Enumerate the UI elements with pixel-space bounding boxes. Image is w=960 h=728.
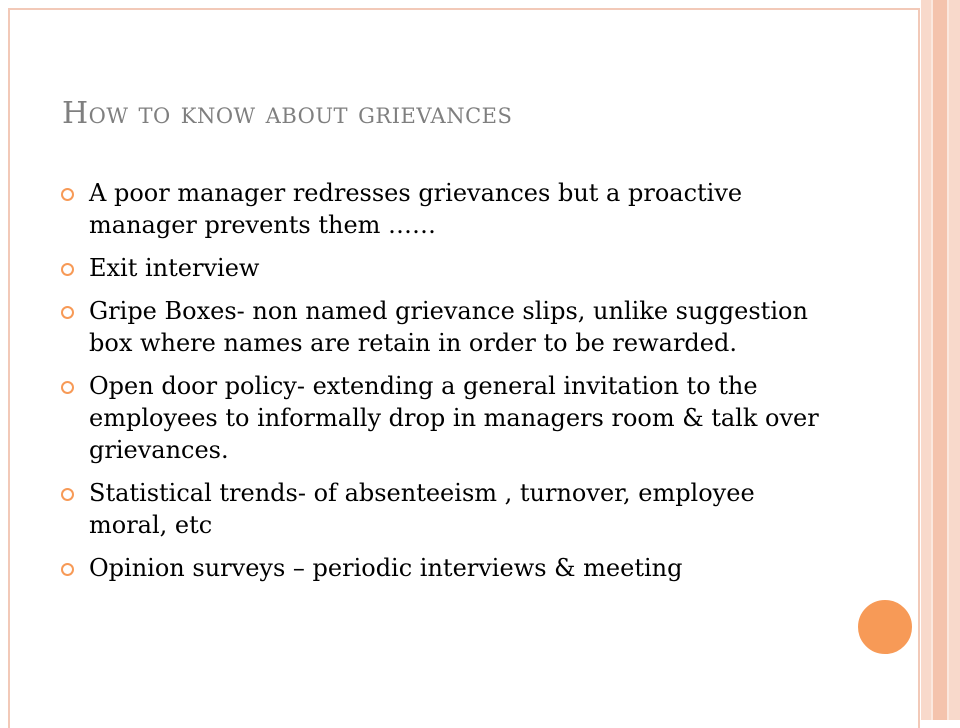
ring-bullet-icon: [61, 488, 74, 501]
ring-bullet-icon: [61, 306, 74, 319]
ring-bullet-icon: [61, 381, 74, 394]
bullet-item: [60, 252, 820, 284]
bullet-text: Statistical trends- of absenteeism , turnover, employee moral, etc: [89, 479, 755, 539]
ring-bullet-icon: [61, 563, 74, 576]
bullet-text: A poor manager redresses grievances but a proactive manager prevents them ……: [89, 179, 743, 239]
bullet-text: Open door policy- extending a general invitation to the employees to informally drop in managers room & talk over grievances.: [89, 372, 819, 464]
bullet-list: [60, 177, 820, 595]
circle-decoration-icon: [855, 597, 915, 657]
slide-title: [62, 96, 512, 131]
bullet-text: Opinion surveys – periodic interviews & meeting: [89, 554, 683, 582]
slide-title-text: How to know about grievances: [62, 96, 513, 131]
decorative-stripe: [921, 0, 931, 720]
ring-bullet-icon: [61, 263, 74, 276]
bullet-item: [60, 295, 820, 359]
bullet-item: [60, 370, 820, 466]
bullet-item: [60, 177, 820, 241]
bullet-text: Exit interview: [89, 254, 260, 282]
decorative-stripe: [949, 0, 960, 720]
bullet-text: Gripe Boxes- non named grievance slips, unlike suggestion box where names are retain in order to be rewarded.: [89, 297, 808, 357]
decorative-stripe: [933, 0, 947, 720]
bullet-item: [60, 552, 820, 584]
bullet-item: [60, 477, 820, 541]
ring-bullet-icon: [61, 188, 74, 201]
